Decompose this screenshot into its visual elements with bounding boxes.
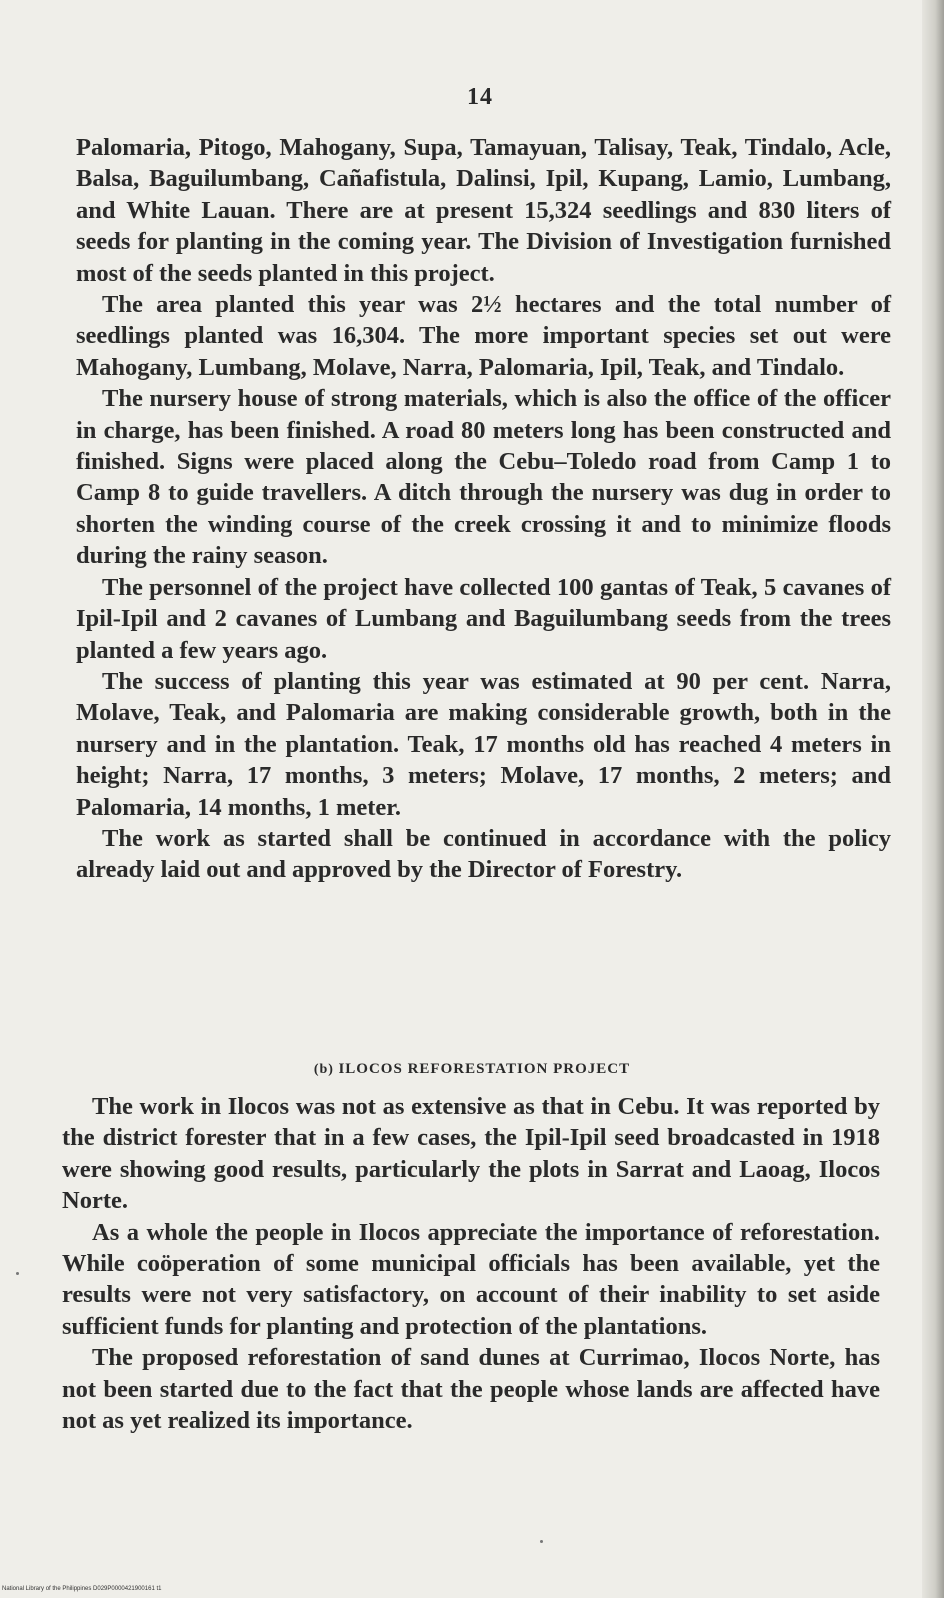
body-text-top (76, 132, 891, 886)
paragraph: The personnel of the project have collected 100 gantas of Teak, 5 cavanes of Ipil-Ipil and 2 cavanes of Lumbang and Baguilumbang seeds from the trees planted a few years ago. (76, 573, 891, 664)
library-footer: National Library of the Philippines D029P0000421900161 t1 (2, 1586, 162, 1592)
page-edge-shadow (922, 0, 944, 1598)
page-number: 14 (467, 84, 493, 110)
paragraph: Palomaria, Pitogo, Mahogany, Supa, Tamayuan, Talisay, Teak, Tindalo, Acle, Balsa, Baguilumbang, Cañafistula, Dalinsi, Ipil, Kupang, Lamio, Lumbang, and White Lauan. There are at present 15,324 seedlings and 830 liters of seeds for planting in the coming year. The Division of Investigation furnished most of the seeds planted in this project. (76, 134, 891, 287)
section-heading (0, 1061, 944, 1078)
paragraph: The work as started shall be continued in accordance with the policy already laid out and approved by the Director of Forestry. (76, 824, 891, 884)
paragraph: The success of planting this year was estimated at 90 per cent. Narra, Molave, Teak, and Palomaria are making considerable growth, both in the nursery and in the plantation. Teak, 17 months old has reached 4 meters in height; Narra, 17 months, 3 meters; Molave, 17 months, 2 meters; and Palomaria, 14 months, 1 meter. (76, 667, 891, 821)
paragraph: As a whole the people in Ilocos appreciate the importance of reforestation. While coöperation of some municipal officials has been available, yet the results were not very satisfactory, on account of their inability to set aside sufficient funds for planting and protection of the plantations. (62, 1218, 880, 1340)
paragraph: The proposed reforestation of sand dunes at Currimao, Ilocos Norte, has not been started due to the fact that the people whose lands are affected have not as yet realized its importance. (62, 1344, 880, 1435)
paper-speck (540, 1540, 543, 1543)
paper-speck (16, 1272, 19, 1275)
body-text-bottom (62, 1091, 880, 1436)
paragraph: The nursery house of strong materials, which is also the office of the officer in charge, has been finished. A road 80 meters long has been constructed and finished. Signs were placed along the Cebu–Toledo road from Camp 1 to Camp 8 to guide travellers. A ditch through the nursery was dug in order to shorten the winding course of the creek crossing it and to minimize floods during the rainy season. (76, 385, 891, 570)
paragraph: The work in Ilocos was not as extensive as that in Cebu. It was reported by the district forester that in a few cases, the Ipil-Ipil seed broadcasted in 1918 were showing good results, particularly the plots in Sarrat and Laoag, Ilocos Norte. (62, 1093, 880, 1215)
paragraph: The area planted this year was 2½ hectares and the total number of seedlings planted was 16,304. The more important species set out were Mahogany, Lumbang, Molave, Narra, Palomaria, Ipil, Teak, and Tindalo. (76, 291, 891, 381)
section-title: ILOCOS REFORESTATION PROJECT (338, 1061, 631, 1077)
section-label: (b) (313, 1062, 334, 1077)
